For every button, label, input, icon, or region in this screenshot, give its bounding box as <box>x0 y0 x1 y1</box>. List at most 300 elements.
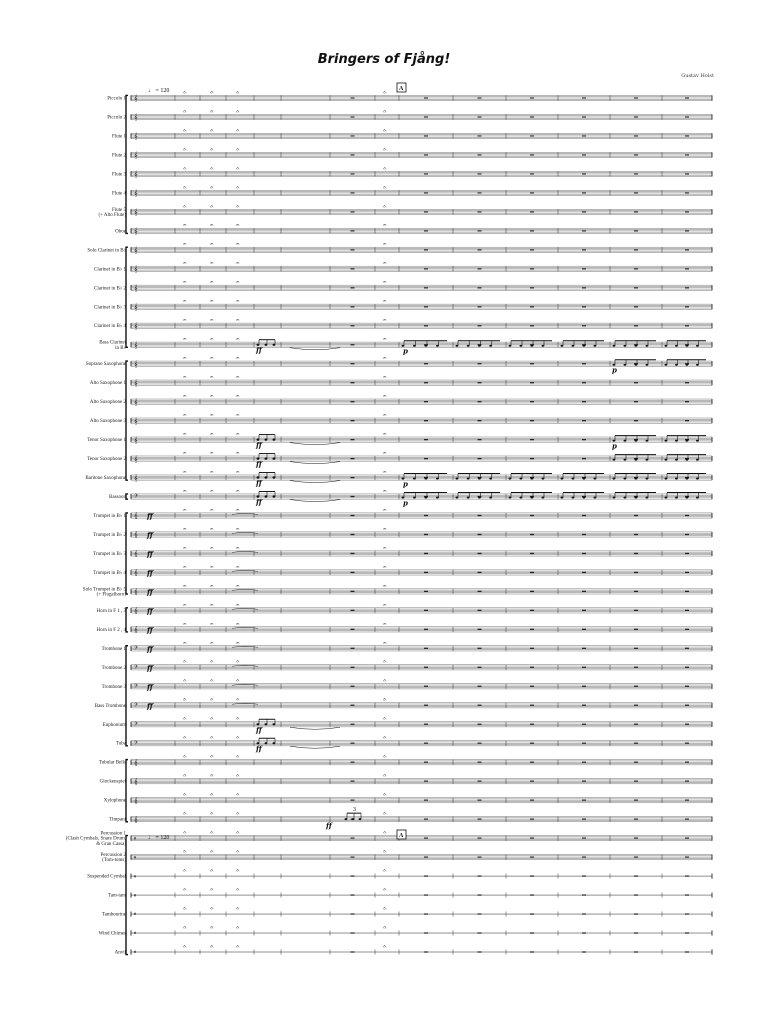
clef-icon: 𝄢 <box>134 741 138 748</box>
rest-mark <box>351 762 355 763</box>
rest-mark <box>478 116 482 117</box>
fermata-icon: 𝄐 <box>236 754 240 761</box>
rest-mark <box>530 154 534 155</box>
rest-mark <box>351 287 355 288</box>
fermata-icon: 𝄐 <box>383 811 387 818</box>
rest-mark <box>424 401 428 402</box>
fermata-icon: 𝄐 <box>383 678 387 685</box>
note-head <box>686 497 689 499</box>
score-title: Bringers of Fjång! <box>317 52 451 67</box>
clef-icon: 𝄞 <box>134 323 138 330</box>
instrument-label: Percussion 2 (Tom-toms) <box>100 853 126 864</box>
note-head <box>665 440 668 442</box>
dynamic-ff: ff <box>256 725 262 735</box>
fermata-icon: 𝄐 <box>210 413 214 420</box>
rest-mark <box>478 629 482 630</box>
rest-mark <box>530 230 534 231</box>
instrument-label: Trombone 2 <box>101 665 126 671</box>
dynamic-p: p <box>612 441 617 451</box>
clef-icon: 𝄞 <box>134 589 138 596</box>
rest-mark <box>582 249 586 250</box>
staff-18 <box>131 413 712 425</box>
rest-mark <box>478 192 482 193</box>
rest-mark <box>582 97 586 98</box>
clef-icon: 𝄞 <box>134 153 138 160</box>
rest-mark <box>582 173 586 174</box>
rest-mark <box>351 534 355 535</box>
rest-mark <box>634 875 638 876</box>
fermata-icon: 𝄐 <box>383 488 387 495</box>
note-head <box>594 497 597 499</box>
note-head <box>635 478 638 480</box>
dynamic-ff: ff <box>256 478 262 488</box>
rest-mark <box>685 724 689 725</box>
fermata-icon: 𝄐 <box>383 185 387 192</box>
clef-icon: 𝄥 <box>134 912 136 919</box>
fermata-icon: 𝄐 <box>183 678 187 685</box>
fermata-icon: 𝄐 <box>383 90 387 97</box>
instrument-labels <box>66 97 127 956</box>
tie-slur <box>290 481 340 483</box>
fermata-icon: 𝄐 <box>210 242 214 249</box>
rest-mark <box>478 667 482 668</box>
fermata-icon: 𝄐 <box>183 318 187 325</box>
rest-mark <box>634 97 638 98</box>
clef-icon: 𝄢 <box>134 722 138 729</box>
rest-mark <box>685 192 689 193</box>
clef-icon: 𝄞 <box>134 532 138 539</box>
fermata-icon: 𝄐 <box>210 754 214 761</box>
fermata-icon: 𝄐 <box>210 868 214 875</box>
rest-mark <box>530 458 534 459</box>
clef-icon: 𝄢 <box>134 494 138 501</box>
fermata-icon: 𝄐 <box>383 356 387 363</box>
fermata-icon: 𝄐 <box>210 280 214 287</box>
fermata-icon: 𝄐 <box>183 375 187 382</box>
fermata-icon: 𝄐 <box>210 299 214 306</box>
rest-mark <box>424 534 428 535</box>
rest-mark <box>685 781 689 782</box>
fermata-icon: 𝄐 <box>210 469 214 476</box>
note-head <box>413 345 416 347</box>
fermata-icon: 𝄐 <box>210 507 214 514</box>
note-head <box>646 497 649 499</box>
fermata-icon: 𝄐 <box>210 583 214 590</box>
rest-mark <box>685 572 689 573</box>
fermata-icon: 𝄐 <box>183 868 187 875</box>
clef-icon: 𝄞 <box>134 191 138 198</box>
fermata-icon: 𝄐 <box>183 830 187 837</box>
note-head <box>675 497 678 499</box>
rest-mark <box>351 838 355 839</box>
rest-mark <box>530 401 534 402</box>
dynamic-ff: ff <box>326 821 332 831</box>
staff-7 <box>131 204 712 216</box>
fermata-icon: 𝄐 <box>210 640 214 647</box>
rest-mark <box>685 875 689 876</box>
fermata-icon: 𝄐 <box>383 887 387 894</box>
note-head <box>456 478 459 480</box>
fermata-icon: 𝄐 <box>236 128 240 135</box>
fermata-icon: 𝄐 <box>383 450 387 457</box>
rest-mark <box>424 192 428 193</box>
clef-icon: 𝄞 <box>134 399 138 406</box>
rest-mark <box>582 932 586 933</box>
note-head <box>613 459 616 461</box>
rest-mark <box>582 686 586 687</box>
rest-mark <box>351 249 355 250</box>
staff-19 <box>131 432 712 444</box>
fermata-icon: 𝄐 <box>210 204 214 211</box>
rest-mark <box>685 515 689 516</box>
clef-icon: 𝄞 <box>134 798 138 805</box>
note-head <box>696 478 699 480</box>
rest-mark <box>351 325 355 326</box>
rest-mark <box>685 420 689 421</box>
instrument-label: Trumpet in B♭ 1 <box>93 514 126 520</box>
bracket-group <box>126 646 128 746</box>
instrument-label: Solo Trumpet in B♭ 5 (+ Flugelhorn) <box>82 587 126 598</box>
rest-mark <box>530 705 534 706</box>
rest-mark <box>424 819 428 820</box>
clef-icon: 𝄥 <box>134 874 136 881</box>
fermata-icon: 𝄐 <box>383 394 387 401</box>
rest-mark <box>530 249 534 250</box>
rest-mark <box>634 800 638 801</box>
staff-1 <box>131 90 712 102</box>
rest-mark <box>685 591 689 592</box>
staff-2 <box>131 109 712 121</box>
rest-mark <box>530 932 534 933</box>
instrument-label: Clarinet in B♭ 2 <box>94 286 126 292</box>
rest-mark <box>478 686 482 687</box>
fermata-icon: 𝄐 <box>183 204 187 211</box>
fermata-icon: 𝄐 <box>383 602 387 609</box>
rest-mark <box>634 838 638 839</box>
fermata-icon: 𝄐 <box>183 469 187 476</box>
rest-mark <box>478 173 482 174</box>
rehearsal-mark: A <box>399 833 404 840</box>
rest-mark <box>634 287 638 288</box>
rest-mark <box>424 363 428 364</box>
rest-mark <box>685 154 689 155</box>
rest-mark <box>351 344 355 345</box>
rest-mark <box>424 553 428 554</box>
fermata-icon: 𝄐 <box>383 526 387 533</box>
rest-mark <box>351 894 355 895</box>
note-head <box>520 497 523 499</box>
clef-icon: 𝄞 <box>134 475 138 482</box>
rest-mark <box>530 913 534 914</box>
staff-46 <box>131 944 712 956</box>
fermata-icon: 𝄐 <box>236 185 240 192</box>
rest-mark <box>582 211 586 212</box>
note-head <box>613 478 616 480</box>
instrument-label: Alto Saxophone 1 <box>89 381 126 387</box>
dynamic-ff: ff <box>147 511 153 521</box>
tie-slur <box>290 500 340 502</box>
fermata-icon: 𝄐 <box>210 716 214 723</box>
fermata-icon: 𝄐 <box>383 109 387 116</box>
fermata-icon: 𝄐 <box>183 356 187 363</box>
rest-mark <box>478 97 482 98</box>
instrument-label: Trombone 3 <box>101 684 126 690</box>
rest-mark <box>634 173 638 174</box>
rest-mark <box>478 401 482 402</box>
rest-mark <box>530 743 534 744</box>
fermata-icon: 𝄐 <box>183 280 187 287</box>
rest-mark <box>478 838 482 839</box>
rest-mark <box>530 591 534 592</box>
rest-mark <box>634 268 638 269</box>
rest-mark <box>582 572 586 573</box>
note-head <box>425 345 428 347</box>
rest-mark <box>634 913 638 914</box>
rest-mark <box>685 287 689 288</box>
rest-mark <box>582 534 586 535</box>
tie-slur <box>290 462 340 464</box>
rest-mark <box>478 591 482 592</box>
staff-23 <box>131 508 712 520</box>
fermata-icon: 𝄐 <box>210 488 214 495</box>
rest-mark <box>351 686 355 687</box>
fermata-icon: 𝄐 <box>383 583 387 590</box>
staff-21 <box>131 470 712 482</box>
rest-mark <box>478 610 482 611</box>
rest-mark <box>685 838 689 839</box>
staff-16 <box>131 375 712 387</box>
fermata-icon: 𝄐 <box>183 564 187 571</box>
fermata-icon: 𝄐 <box>183 583 187 590</box>
instrument-label: Horn in F 1 , 3 <box>96 608 126 614</box>
instrument-label: Trumpet in B♭ 3 <box>93 551 126 557</box>
fermata-icon: 𝄐 <box>383 223 387 230</box>
fermata-icon: 𝄐 <box>383 906 387 913</box>
clef-icon: 𝄞 <box>134 210 138 217</box>
rest-mark <box>634 629 638 630</box>
fermata-icon: 𝄐 <box>236 394 240 401</box>
clef-icon: 𝄢 <box>134 646 138 653</box>
rest-mark <box>530 781 534 782</box>
rest-mark <box>634 781 638 782</box>
note-head <box>456 497 459 499</box>
note-head <box>624 364 627 366</box>
tie-slur <box>290 727 340 729</box>
note-head <box>696 497 699 499</box>
rest-mark <box>478 268 482 269</box>
rest-mark <box>424 97 428 98</box>
rest-mark <box>685 705 689 706</box>
rest-mark <box>582 420 586 421</box>
fermata-icon: 𝄐 <box>236 659 240 666</box>
fermata-icon: 𝄐 <box>383 925 387 932</box>
note-head <box>425 497 428 499</box>
staff-20 <box>131 451 712 463</box>
clef-icon: 𝄞 <box>134 513 138 520</box>
rest-mark <box>685 401 689 402</box>
rest-mark <box>685 325 689 326</box>
dynamic-ff: ff <box>147 682 153 692</box>
note-head <box>646 364 649 366</box>
clef-icon: 𝄞 <box>134 817 138 824</box>
staff-31 <box>131 660 712 672</box>
rest-mark <box>634 154 638 155</box>
rest-mark <box>351 951 355 952</box>
clef-icon: 𝄞 <box>134 380 138 387</box>
bracket-group <box>126 836 128 955</box>
note-head <box>265 458 268 460</box>
rest-mark <box>351 116 355 117</box>
rest-mark <box>685 610 689 611</box>
instrument-label: Bassoon <box>109 495 126 501</box>
fermata-icon: 𝄐 <box>383 507 387 514</box>
fermata-icon: 𝄐 <box>210 602 214 609</box>
fermata-icon: 𝄐 <box>236 223 240 230</box>
dynamic-ff: ff <box>256 345 262 355</box>
note-head <box>583 345 586 347</box>
rest-mark <box>634 401 638 402</box>
rest-mark <box>351 135 355 136</box>
note-head <box>542 497 545 499</box>
rest-mark <box>351 724 355 725</box>
fermata-icon: 𝄐 <box>183 754 187 761</box>
clef-icon: 𝄞 <box>134 608 138 615</box>
fermata-icon: 𝄐 <box>183 450 187 457</box>
instrument-label: Euphonium <box>102 722 126 728</box>
note-head <box>646 478 649 480</box>
rest-mark <box>424 724 428 725</box>
fermata-icon: 𝄐 <box>183 906 187 913</box>
note-head <box>613 345 616 347</box>
tempo-mark: ♩ = 120 <box>148 835 170 841</box>
rest-mark <box>634 572 638 573</box>
rest-mark <box>530 762 534 763</box>
clef-icon: 𝄞 <box>134 267 138 273</box>
fermata-icon: 𝄐 <box>236 90 240 97</box>
note-head <box>265 439 268 441</box>
note-head <box>509 345 512 347</box>
staff-17 <box>131 394 712 406</box>
fermata-icon: 𝄐 <box>183 394 187 401</box>
staff-22 <box>131 489 712 501</box>
clef-icon: 𝄞 <box>134 342 138 349</box>
note-head <box>646 440 649 442</box>
fermata-icon: 𝄐 <box>383 716 387 723</box>
note-head <box>675 478 678 480</box>
rest-mark <box>634 819 638 820</box>
rest-mark <box>424 287 428 288</box>
instrument-label: Trombone 1 <box>101 646 126 652</box>
rest-mark <box>424 610 428 611</box>
fermata-icon: 𝄐 <box>210 906 214 913</box>
instrument-label: Timpani <box>109 817 126 823</box>
fermata-icon: 𝄐 <box>183 488 187 495</box>
rest-mark <box>685 913 689 914</box>
rest-mark <box>685 306 689 307</box>
rest-mark <box>530 894 534 895</box>
note-head <box>542 478 545 480</box>
rest-mark <box>478 306 482 307</box>
instrument-label: Clarinet in B♭ 1 <box>94 267 126 273</box>
rest-mark <box>351 515 355 516</box>
rest-mark <box>351 401 355 402</box>
note-head <box>686 440 689 442</box>
note-head <box>665 345 668 347</box>
rest-mark <box>351 363 355 364</box>
fermata-icon: 𝄐 <box>183 413 187 420</box>
clef-icon: 𝄞 <box>134 229 138 236</box>
rest-mark <box>424 325 428 326</box>
fermata-icon: 𝄐 <box>383 697 387 704</box>
fermata-icon: 𝄐 <box>383 413 387 420</box>
fermata-icon: 𝄐 <box>183 299 187 306</box>
rest-mark <box>634 515 638 516</box>
staff-9 <box>131 242 712 254</box>
instrument-label: Flute 3 <box>111 172 126 178</box>
fermata-icon: 𝄐 <box>236 887 240 894</box>
rest-mark <box>685 116 689 117</box>
note-head <box>273 742 276 744</box>
clef-icon: 𝄞 <box>134 760 138 767</box>
note-head <box>583 478 586 480</box>
rest-mark <box>351 932 355 933</box>
rest-mark <box>582 951 586 952</box>
instrument-label: Bass Trombone <box>94 703 126 709</box>
rest-mark <box>478 762 482 763</box>
instrument-label: Flute 1 <box>111 134 126 140</box>
instrument-label: Flute 2 <box>111 153 126 159</box>
instrument-label: Percussion 1 (Clash Cymbals, Snare Drum, & Gran Cassa) <box>65 831 126 847</box>
staff-12 <box>131 299 712 311</box>
clef-icon: 𝄞 <box>134 551 138 558</box>
clef-icon: 𝄥 <box>134 950 136 957</box>
note-head <box>520 345 523 347</box>
instrument-label: Alto Saxophone 2 <box>89 400 126 406</box>
clef-icon: 𝄞 <box>134 304 138 311</box>
instrument-label: Piccolo 1 <box>107 96 126 102</box>
rest-mark <box>634 667 638 668</box>
rest-mark <box>424 154 428 155</box>
fermata-icon: 𝄐 <box>236 811 240 818</box>
rest-mark <box>530 173 534 174</box>
rest-mark <box>582 705 586 706</box>
fermata-icon: 𝄐 <box>236 545 240 552</box>
rest-mark <box>685 894 689 895</box>
fermata-icon: 𝄐 <box>236 261 240 268</box>
fermata-icon: 𝄐 <box>383 166 387 173</box>
dynamic-ff: ff <box>147 663 153 673</box>
dynamic-ff: ff <box>147 568 153 578</box>
note-head <box>413 497 416 499</box>
fermata-icon: 𝄐 <box>210 223 214 230</box>
rest-mark <box>530 211 534 212</box>
rest-mark <box>351 496 355 497</box>
fermata-icon: 𝄐 <box>210 109 214 116</box>
rest-mark <box>582 230 586 231</box>
rest-mark <box>530 724 534 725</box>
staff-30 <box>131 641 712 653</box>
rest-mark <box>478 894 482 895</box>
clef-icon: 𝄞 <box>134 115 138 122</box>
rest-mark <box>530 951 534 952</box>
rest-mark <box>424 705 428 706</box>
rest-mark <box>478 800 482 801</box>
fermata-icon: 𝄐 <box>236 868 240 875</box>
instrument-label: Solo Clarinet in B♭ <box>87 248 126 254</box>
fermata-icon: 𝄐 <box>383 792 387 799</box>
rest-mark <box>424 515 428 516</box>
staff-13 <box>131 318 712 330</box>
